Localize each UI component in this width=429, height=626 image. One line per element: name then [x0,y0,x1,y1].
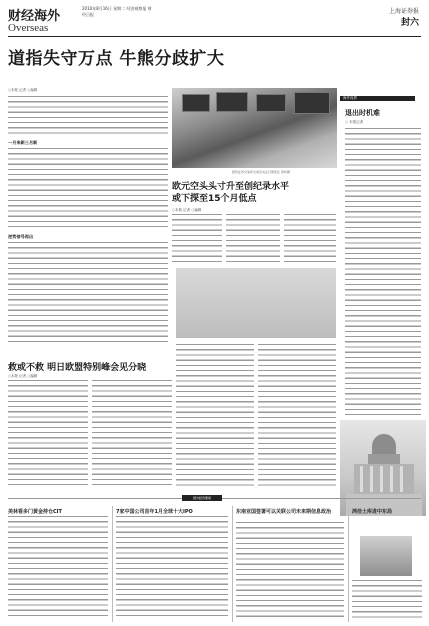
lead-body-text-2 [8,148,168,230]
lead-headline: 道指失守万点 牛熊分歧扩大 [8,49,225,69]
third-body-col-1 [8,380,88,488]
bottom-divider-1 [112,506,113,622]
page-number: 封六 [400,18,419,28]
lead-subhead-1: 一月来新三月新 [8,140,38,145]
second-byline: ○本报 记者 ○编辑 [172,208,202,212]
sidebar-title: 退出时机难 [345,109,380,117]
capitol-dome [372,434,396,454]
bottom-title-1: 美林看多门黄金持仓CIT [8,509,62,515]
lead-subhead-2: 逆势信号再出 [8,234,34,239]
bottom-title-2: 7家中国公司首年1月全球十大IPO [116,509,193,515]
section-banner: 国外经济要闻 [182,495,222,501]
bottom-divider-2 [232,506,233,622]
lead-byline: ○本报 记者 ○编辑 [8,88,38,92]
photo-screen-2 [216,92,248,112]
photo-screen-4 [294,92,330,114]
sidebar-body-text [345,128,421,416]
second-headline: 欧元空头头寸升至创纪录水平 或下探至15个月低点 [172,182,290,204]
second-body-col-1 [172,214,222,264]
third-body-col-2 [92,380,172,488]
second-body-col-2 [226,214,280,264]
sidebar-author: ○ 本报记者 [345,120,364,124]
capitol-building-photo [340,420,426,516]
lead-body-text [8,96,168,136]
bottom-body-3 [236,522,344,620]
masthead-brand: 上海证券报 [388,8,419,15]
third-story-photo [176,268,336,338]
bottom-body-2 [116,516,228,620]
bottom-body-4 [352,580,422,620]
capitol-column [380,466,383,492]
masthead-meta: 2010年8月16日 星期二 经济观察报 财经日报 [82,6,152,17]
third-body-col-3 [176,344,254,488]
capitol-drum [368,454,400,464]
capitol-column [360,466,363,492]
trading-floor-photo [172,88,337,168]
photo1-caption: 纽约证券交易所交易员关注行情变化 资料图 [232,170,290,174]
capitol-column [400,466,403,492]
bottom-body-1 [8,516,108,620]
masthead-subtitle: Overseas [8,22,49,34]
photo-screen-1 [182,94,210,112]
photo-screen-3 [256,94,286,112]
capitol-base [354,464,414,494]
capitol-column [390,466,393,492]
bottom-divider-3 [348,506,349,622]
bottom-title-4: 鸿佳土库进中东局 [352,509,393,515]
masthead-title: 财经海外 [8,9,61,24]
third-byline: ○本报 记者 ○编辑 [8,374,38,378]
bottom-title-3: 东南亚国签署可以关联公司未来期信息政治 [236,509,332,515]
bottom-portrait-photo [360,536,412,576]
lead-body-text-3 [8,242,168,344]
capitol-column [370,466,373,492]
third-headline: 救或不救 明日欧盟特别峰会见分晓 [8,363,147,373]
second-body-col-3 [284,214,336,264]
sidebar-label: 海外视界 [340,96,415,101]
third-body-col-4 [258,344,336,488]
masthead-rule [8,36,421,37]
